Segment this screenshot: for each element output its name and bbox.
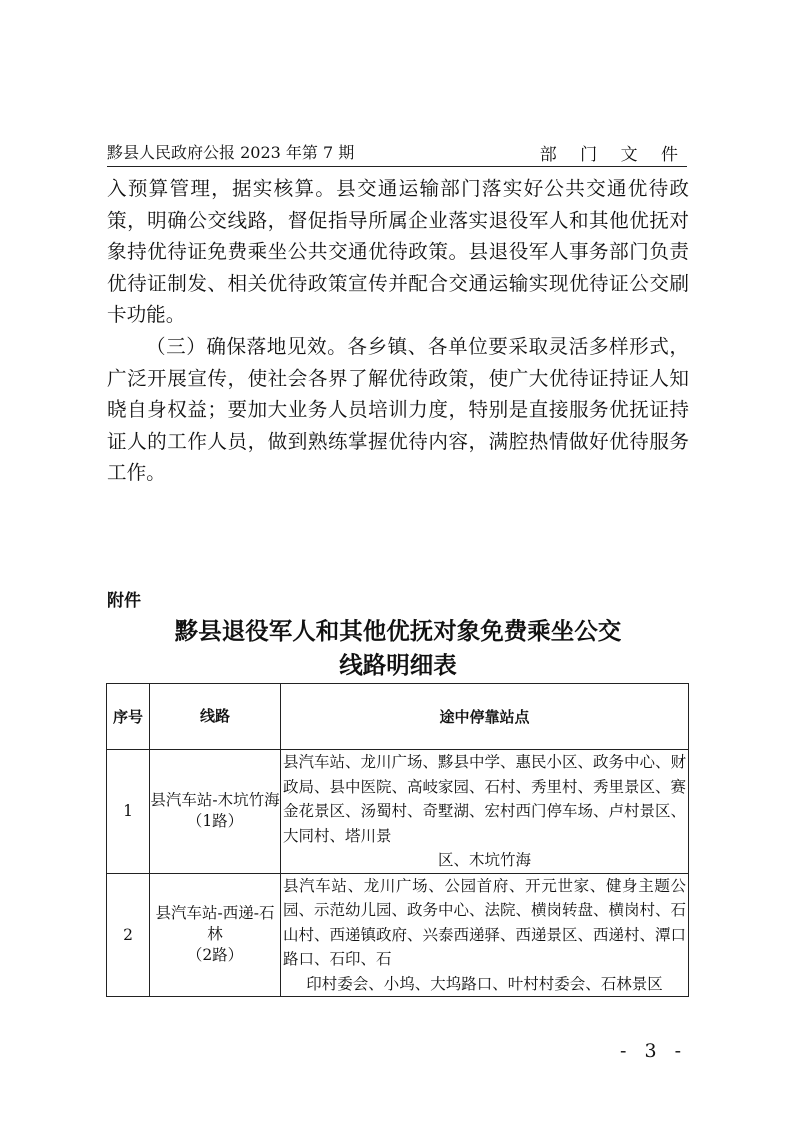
paragraph-implementation <box>107 331 689 489</box>
table-row <box>107 873 689 997</box>
row-no: 2 <box>107 873 150 997</box>
paragraph-budget: 入预算管理，据实核算。县交通运输部门落实好公共交通优待政策，明确公交线路，督促指导所属企业落实退役军人和其他优抚对象持优待证免费乘坐公共交通优待政策。县退役军人事务部门负责优待证制发、相关优待政策宣传并配合交通运输实现优待证公交刷卡功能。 <box>107 177 689 327</box>
stops-text: 县汽车站、龙川广场、黟县中学、惠民小区、政务中心、财政局、县中医院、高岐家园、石村、秀里村、秀里景区、赛金花景区、汤蜀村、奇墅湖、宏村西门停车场、卢村景区、大同村、塔川景 <box>283 753 687 845</box>
table-row <box>107 750 689 874</box>
row-stops <box>281 873 689 997</box>
page-number: - 3 - <box>619 1040 687 1062</box>
routes-table <box>106 683 689 997</box>
body-text <box>107 173 689 489</box>
header-route: 线路 <box>150 684 281 750</box>
route-code: （2路） <box>186 946 244 965</box>
route-name: 县汽车站-木坑竹海 <box>150 791 280 810</box>
row-stops <box>281 750 689 874</box>
row-route <box>150 873 281 997</box>
title-line-2: 线路明细表 <box>339 651 457 679</box>
route-name: 县汽车站-西递-石林 <box>155 904 275 944</box>
attachment-title <box>107 614 689 682</box>
stops-text-end: 区、木坑竹海 <box>437 851 531 869</box>
route-code: （1路） <box>186 812 244 831</box>
header-rule <box>107 166 687 167</box>
header-stops: 途中停靠站点 <box>281 684 689 750</box>
attachment-label: 附件 <box>107 591 141 611</box>
stops-text-end: 印村委会、小坞、大坞路口、叶村村委会、石林景区 <box>306 974 663 993</box>
stops-text: 县汽车站、龙川广场、公园首府、开元世家、健身主题公园、示范幼儿园、政务中心、法院、横岗转盘、横岗村、石山村、西递镇政府、兴泰西递驿、西递景区、西递村、潭口路口、石印、石 <box>283 876 687 968</box>
header-no: 序号 <box>107 684 150 750</box>
title-line-1: 黟县退役军人和其他优抚对象免费乘坐公交 <box>174 617 622 645</box>
table-header-row <box>107 684 689 750</box>
page-header <box>107 140 687 168</box>
paragraph-heading: （三）确保落地见效。 <box>146 334 348 358</box>
row-no: 1 <box>107 750 150 874</box>
row-route <box>150 750 281 874</box>
header-publication: 黟县人民政府公报 2023 年第 7 期 <box>107 143 355 162</box>
paragraph-body: 各乡镇、各单位要采取灵活多样形式，广泛开展宣传，使社会各界了解优待政策，使广大优待证持证人知晓自身权益；要加大业务人员培训力度，特别是直接服务优抚证持证人的工作人员，做到熟练掌握优待内容，满腔热情做好优待服务工作。 <box>107 334 690 485</box>
header-section: 部 门 文 件 <box>539 145 687 165</box>
